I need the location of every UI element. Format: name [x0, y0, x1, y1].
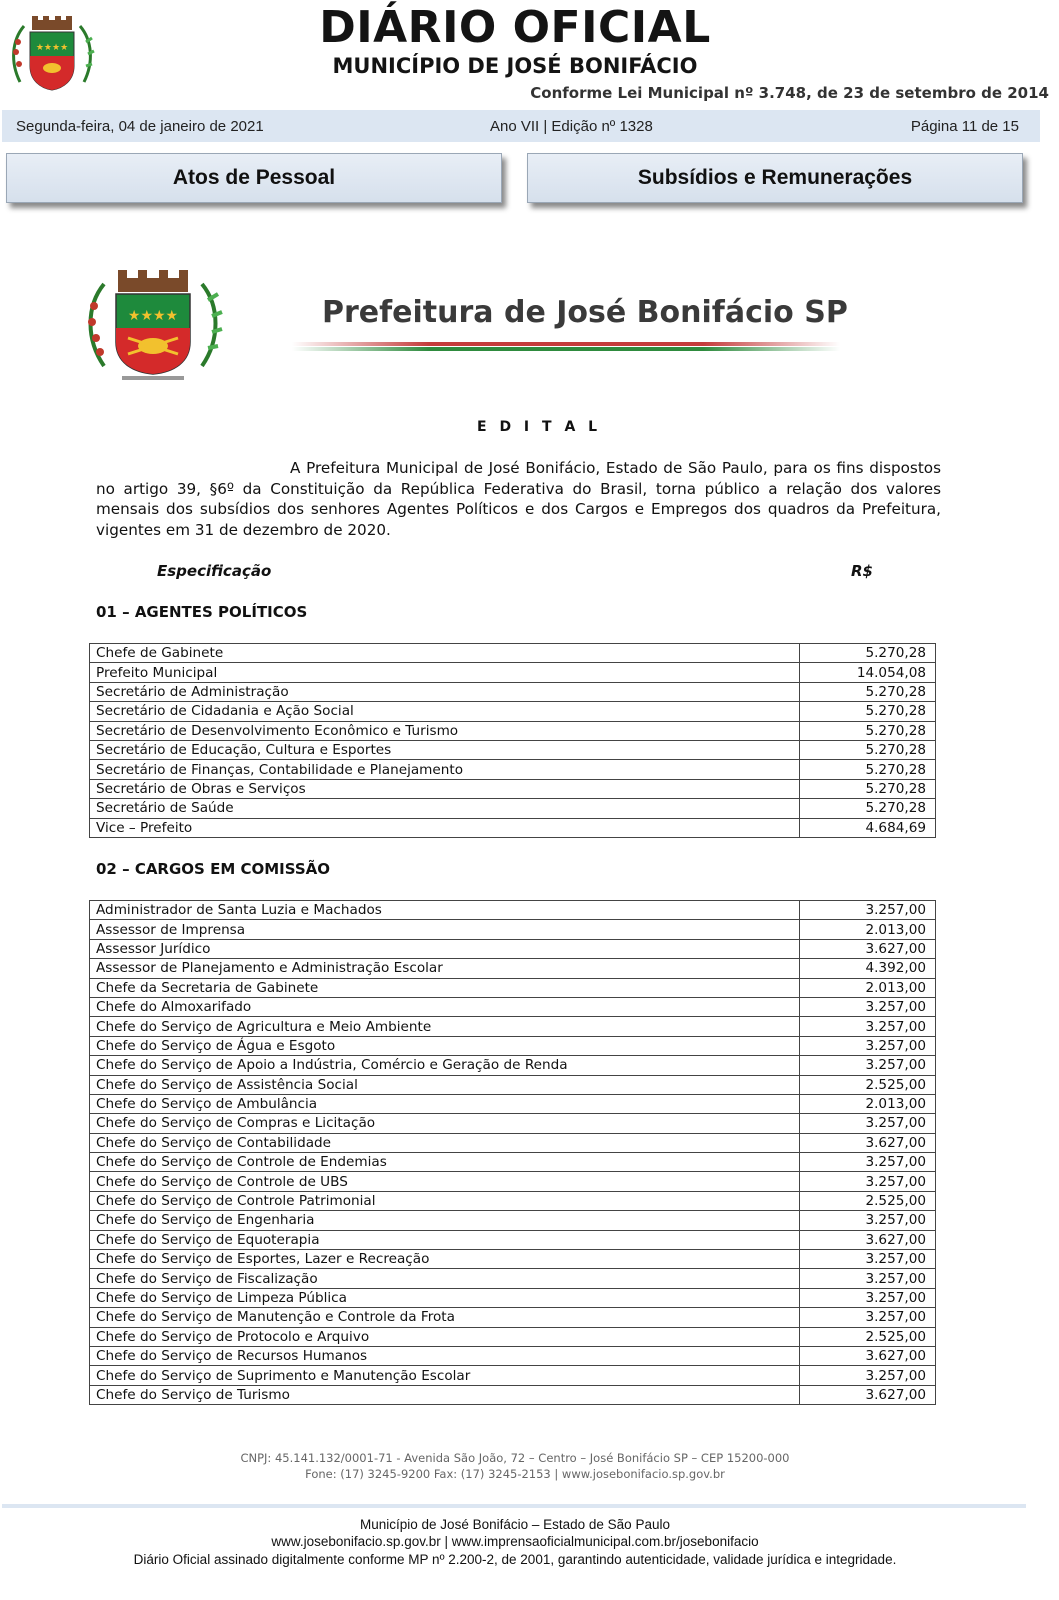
section-title-cargos-em-comissao: 02 – CARGOS EM COMISSÃO	[96, 860, 331, 878]
position-name: Secretário de Administração	[90, 682, 800, 701]
position-salary: 3.257,00	[800, 1056, 936, 1075]
position-name: Chefe da Secretaria de Gabinete	[90, 978, 800, 997]
position-salary: 3.627,00	[800, 1230, 936, 1249]
edition-number: Ano VII | Edição nº 1328	[490, 118, 653, 135]
position-name: Secretário de Saúde	[90, 799, 800, 818]
position-name: Vice – Prefeito	[90, 818, 800, 837]
position-salary: 5.270,28	[800, 799, 936, 818]
position-name: Assessor Jurídico	[90, 939, 800, 958]
position-salary: 5.270,28	[800, 779, 936, 798]
masthead-title: DIÁRIO OFICIAL	[319, 2, 711, 53]
footer-digital-signature-note: Diário Oficial assinado digitalmente conforme MP nº 2.200-2, de 2001, garantindo autenticidade, validade jurídica e integridade.	[133, 1552, 897, 1567]
position-salary: 3.257,00	[800, 1036, 936, 1055]
table-row	[90, 1056, 936, 1075]
position-name: Chefe do Serviço de Turismo	[90, 1385, 800, 1404]
position-name: Chefe do Serviço de Equoterapia	[90, 1230, 800, 1249]
position-name: Chefe do Almoxarifado	[90, 997, 800, 1016]
position-salary: 5.270,28	[800, 740, 936, 759]
section-tab-subsidios: Subsídios e Remunerações	[527, 153, 1023, 203]
position-salary: 3.257,00	[800, 1288, 936, 1307]
column-header-value: R$	[851, 562, 873, 580]
footer-municipality: Município de José Bonifácio – Estado de São Paulo	[360, 1517, 670, 1532]
position-name: Secretário de Cidadania e Ação Social	[90, 702, 800, 721]
masthead-law-reference: Conforme Lei Municipal nº 3.748, de 23 de setembro de 2014	[530, 84, 1049, 102]
table-row	[90, 799, 936, 818]
table-row	[90, 1366, 936, 1385]
position-salary: 2.013,00	[800, 1094, 936, 1113]
table-row	[90, 1017, 936, 1036]
footer-address-line: CNPJ: 45.141.132/0001-71 - Avenida São João, 72 – Centro – José Bonifácio SP – CEP 15200-000	[240, 1451, 790, 1465]
table-row	[90, 901, 936, 920]
position-name: Chefe de Gabinete	[90, 644, 800, 663]
table-row	[90, 663, 936, 682]
table-row	[90, 740, 936, 759]
table-row	[90, 978, 936, 997]
section-tab-atos-de-pessoal: Atos de Pessoal	[6, 153, 502, 203]
page-indicator: Página 11 de 15	[910, 118, 1019, 135]
table-row	[90, 1153, 936, 1172]
table-row	[90, 760, 936, 779]
position-name: Chefe do Serviço de Engenharia	[90, 1211, 800, 1230]
prefeitura-crest-logo	[78, 266, 228, 382]
position-name: Prefeito Municipal	[90, 663, 800, 682]
table-row	[90, 818, 936, 837]
position-name: Chefe do Serviço de Apoio a Indústria, Comércio e Geração de Renda	[90, 1056, 800, 1075]
position-salary: 5.270,28	[800, 721, 936, 740]
position-salary: 4.392,00	[800, 959, 936, 978]
table-row	[90, 1308, 936, 1327]
prefeitura-banner-title: Prefeitura de José Bonifácio SP	[322, 295, 848, 330]
table-row	[90, 959, 936, 978]
svg-text:★★★★: ★★★★	[35, 43, 69, 53]
position-name: Assessor de Planejamento e Administração Escolar	[90, 959, 800, 978]
position-name: Chefe do Serviço de Contabilidade	[90, 1133, 800, 1152]
position-salary: 3.257,00	[800, 1269, 936, 1288]
position-salary: 14.054,08	[800, 663, 936, 682]
position-name: Secretário de Desenvolvimento Econômico e Turismo	[90, 721, 800, 740]
position-salary: 3.257,00	[800, 1250, 936, 1269]
position-salary: 4.684,69	[800, 818, 936, 837]
position-salary: 5.270,28	[800, 644, 936, 663]
table-row	[90, 682, 936, 701]
edital-heading: E D I T A L	[477, 419, 602, 435]
agentes-politicos-table	[89, 643, 936, 838]
footer-divider	[2, 1504, 1026, 1508]
table-row	[90, 1250, 936, 1269]
table-row	[90, 702, 936, 721]
table-row	[90, 1327, 936, 1346]
table-row	[90, 721, 936, 740]
position-salary: 3.257,00	[800, 1211, 936, 1230]
position-salary: 3.257,00	[800, 997, 936, 1016]
position-name: Chefe do Serviço de Limpeza Pública	[90, 1288, 800, 1307]
position-name: Chefe do Serviço de Agricultura e Meio Ambiente	[90, 1017, 800, 1036]
position-name: Assessor de Imprensa	[90, 920, 800, 939]
position-name: Chefe do Serviço de Água e Esgoto	[90, 1036, 800, 1055]
cargos-em-comissao-table	[89, 900, 936, 1405]
position-salary: 5.270,28	[800, 682, 936, 701]
edital-intro-text: A Prefeitura Municipal de José Bonifácio, Estado de São Paulo, para os fins dispostos no artigo 39, §6º da Constituição da República Federativa do Brasil, torna público a relação dos valores mensais dos subsídios dos senhores Agentes Políticos e dos Cargos e Empregos dos quadros da Prefeitura, vigentes em 31 de dezembro de 2020.	[96, 459, 941, 539]
position-salary: 2.525,00	[800, 1075, 936, 1094]
table-row	[90, 1269, 936, 1288]
position-salary: 2.525,00	[800, 1327, 936, 1346]
position-salary: 3.257,00	[800, 1308, 936, 1327]
position-salary: 3.257,00	[800, 1114, 936, 1133]
position-salary: 5.270,28	[800, 702, 936, 721]
section-title-agentes-politicos: 01 – AGENTES POLÍTICOS	[96, 603, 308, 621]
position-salary: 3.257,00	[800, 1153, 936, 1172]
position-name: Chefe do Serviço de Ambulância	[90, 1094, 800, 1113]
cargos-em-comissao-table-body	[90, 901, 936, 1405]
table-row	[90, 1230, 936, 1249]
svg-text:★★★★: ★★★★	[127, 308, 179, 324]
position-salary: 3.627,00	[800, 939, 936, 958]
position-salary: 5.270,28	[800, 760, 936, 779]
position-name: Chefe do Serviço de Recursos Humanos	[90, 1346, 800, 1365]
table-row	[90, 1385, 936, 1404]
position-name: Secretário de Educação, Cultura e Esportes	[90, 740, 800, 759]
position-salary: 2.525,00	[800, 1191, 936, 1210]
agentes-politicos-table-body	[90, 644, 936, 838]
table-row	[90, 779, 936, 798]
table-row	[90, 920, 936, 939]
table-row	[90, 1075, 936, 1094]
position-name: Chefe do Serviço de Controle Patrimonial	[90, 1191, 800, 1210]
position-name: Chefe do Serviço de Assistência Social	[90, 1075, 800, 1094]
position-salary: 3.627,00	[800, 1133, 936, 1152]
position-salary: 3.257,00	[800, 1172, 936, 1191]
publication-date: Segunda-feira, 04 de janeiro de 2021	[16, 118, 264, 135]
table-row	[90, 1288, 936, 1307]
masthead-subtitle: MUNICÍPIO DE JOSÉ BONIFÁCIO	[332, 54, 698, 78]
table-row	[90, 1036, 936, 1055]
position-salary: 3.257,00	[800, 1366, 936, 1385]
table-row	[90, 1114, 936, 1133]
position-name: Chefe do Serviço de Protocolo e Arquivo	[90, 1327, 800, 1346]
position-name: Chefe do Serviço de Fiscalização	[90, 1269, 800, 1288]
position-salary: 3.627,00	[800, 1346, 936, 1365]
table-row	[90, 1346, 936, 1365]
table-row	[90, 644, 936, 663]
position-name: Chefe do Serviço de Esportes, Lazer e Recreação	[90, 1250, 800, 1269]
position-name: Chefe do Serviço de Controle de UBS	[90, 1172, 800, 1191]
position-name: Chefe do Serviço de Manutenção e Controle da Frota	[90, 1308, 800, 1327]
column-header-specification: Especificação	[157, 562, 272, 580]
position-name: Administrador de Santa Luzia e Machados	[90, 901, 800, 920]
position-name: Chefe do Serviço de Suprimento e Manutenção Escolar	[90, 1366, 800, 1385]
position-name: Chefe do Serviço de Compras e Licitação	[90, 1114, 800, 1133]
table-row	[90, 1133, 936, 1152]
position-salary: 3.257,00	[800, 1017, 936, 1036]
footer-websites: www.josebonifacio.sp.gov.br | www.imprensaoficialmunicipal.com.br/josebonifacio	[271, 1534, 759, 1549]
position-name: Chefe do Serviço de Controle de Endemias	[90, 1153, 800, 1172]
table-row	[90, 1191, 936, 1210]
footer-phone-line: Fone: (17) 3245-9200 Fax: (17) 3245-2153 | www.josebonifacio.sp.gov.br	[305, 1467, 725, 1481]
position-salary: 3.627,00	[800, 1385, 936, 1404]
position-salary: 3.257,00	[800, 901, 936, 920]
position-name: Secretário de Finanças, Contabilidade e Planejamento	[90, 760, 800, 779]
table-row	[90, 1094, 936, 1113]
position-salary: 2.013,00	[800, 978, 936, 997]
table-row	[90, 1211, 936, 1230]
table-row	[90, 997, 936, 1016]
position-salary: 2.013,00	[800, 920, 936, 939]
position-name: Secretário de Obras e Serviços	[90, 779, 800, 798]
banner-swoosh-decoration	[292, 340, 840, 354]
table-row	[90, 939, 936, 958]
edital-intro-paragraph	[96, 458, 941, 540]
table-row	[90, 1172, 936, 1191]
